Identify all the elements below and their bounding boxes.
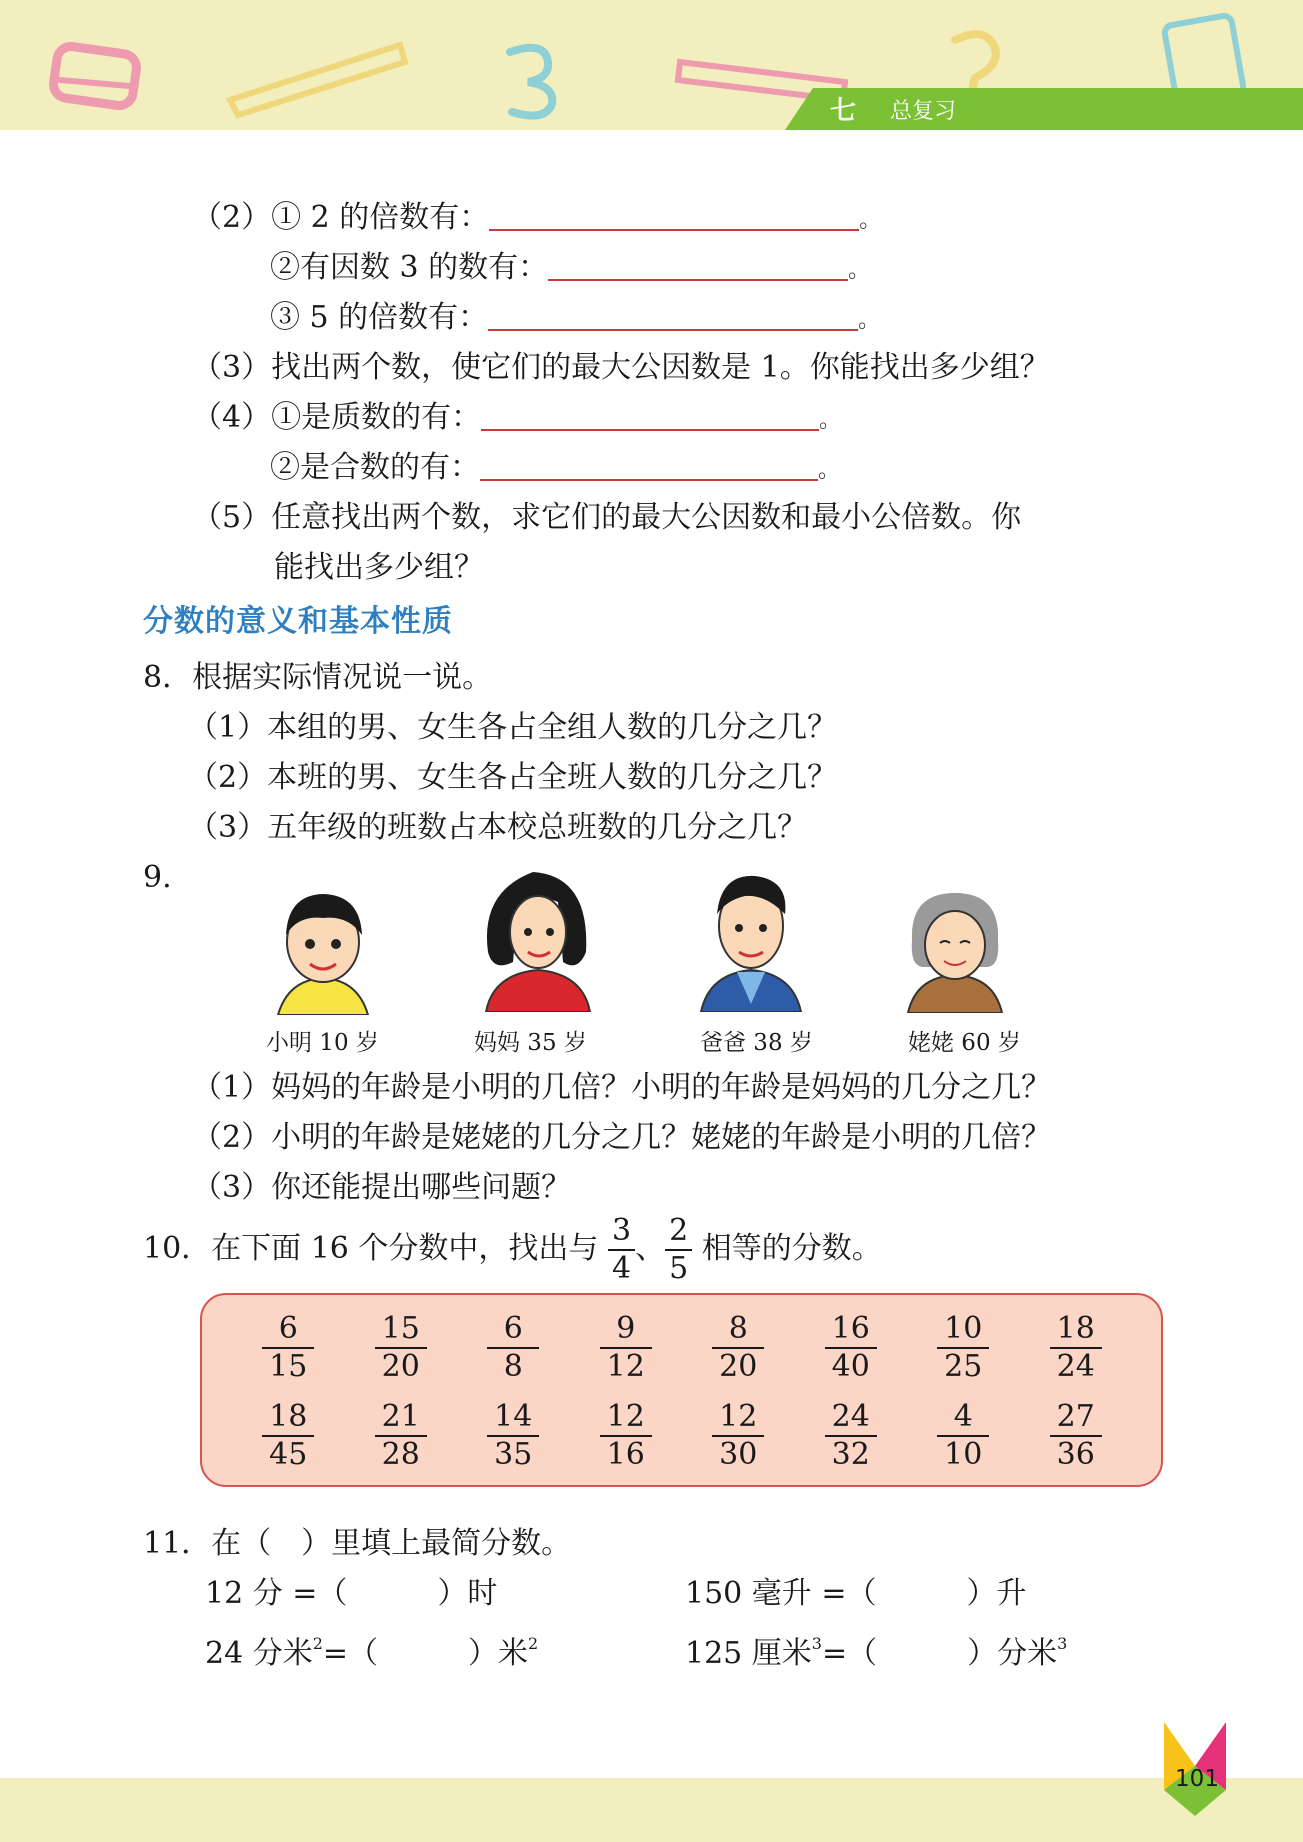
- fraction-denominator: 30: [719, 1437, 758, 1472]
- fraction-numerator: 10: [937, 1313, 989, 1349]
- q11-title: 11．在（ ）里填上最简分数。: [143, 1526, 572, 1561]
- q10-title: 10．在下面 16 个分数中，找出与 $\frac{3}{4}$ 、 $\frac{2}{5}$ 相等的分数。: [143, 1213, 882, 1286]
- grandma-icon: [900, 885, 1010, 1013]
- q11-item-a: 12 分 =（ ）时: [205, 1576, 498, 1611]
- fraction-option[interactable]: [570, 1401, 683, 1471]
- q7-part4-item1: （4）①是质数的有： 。: [192, 400, 842, 435]
- chapter-bar: [785, 88, 1303, 130]
- fraction-denominator: 10: [944, 1437, 983, 1472]
- answer-blank[interactable]: [548, 251, 848, 281]
- person-label: 妈妈 35 岁: [474, 1030, 587, 1056]
- fraction-option[interactable]: [795, 1401, 908, 1471]
- fraction-denominator: 36: [1056, 1437, 1095, 1472]
- fraction: [375, 1313, 427, 1383]
- person-label: 爸爸 38 岁: [700, 1030, 813, 1056]
- q9-part3: （3）你还能提出哪些问题？: [192, 1170, 572, 1205]
- fraction-numerator: 18: [1050, 1313, 1102, 1349]
- q7-part5-line1: （5）任意找出两个数，求它们的最大公因数和最小公倍数。你: [192, 500, 1022, 535]
- q8-part3: （3）五年级的班数占本校总班数的几分之几？: [188, 810, 808, 845]
- chapter-number: 七: [830, 96, 857, 126]
- answer-blank[interactable]: [488, 301, 858, 331]
- fraction: [375, 1401, 427, 1471]
- fraction-denominator: 20: [719, 1349, 758, 1384]
- fraction: [825, 1401, 877, 1471]
- fraction-denominator: 32: [831, 1437, 870, 1472]
- person-label: 姥姥 60 岁: [908, 1030, 1021, 1056]
- q8-title: 8．根据实际情况说一说。: [143, 660, 493, 695]
- fraction-option[interactable]: [232, 1313, 345, 1383]
- fraction-numerator: 12: [600, 1401, 652, 1437]
- q7-part2-item1: （2）① 2 的倍数有： 。: [192, 200, 882, 235]
- fraction: [712, 1401, 764, 1471]
- q7-part2-item3: ③ 5 的倍数有： 。: [270, 300, 881, 335]
- fraction: [487, 1313, 539, 1383]
- fraction-denominator: 8: [503, 1349, 523, 1384]
- q9-number: 9.: [143, 860, 172, 895]
- fraction: [825, 1313, 877, 1383]
- fraction-denominator: 16: [606, 1437, 645, 1472]
- section-title: 分数的意义和基本性质: [143, 604, 453, 639]
- fraction: [937, 1401, 989, 1471]
- q8-part2: （2）本班的男、女生各占全班人数的几分之几？: [188, 760, 838, 795]
- q11-item-c: 24 分米$^2$=（ ）米$^2$: [205, 1634, 539, 1671]
- fraction-option[interactable]: [232, 1401, 345, 1471]
- fraction-box: [200, 1293, 1163, 1487]
- dad-icon: [695, 864, 807, 1012]
- answer-blank[interactable]: [480, 451, 818, 481]
- fraction-numerator: 18: [262, 1401, 314, 1437]
- q9-part2: （2）小明的年龄是姥姥的几分之几？姥姥的年龄是小明的几倍？: [192, 1120, 1052, 1155]
- person-label: 小明 10 岁: [266, 1030, 379, 1056]
- fraction: [712, 1313, 764, 1383]
- fraction-numerator: 8: [712, 1313, 764, 1349]
- fraction-option[interactable]: [907, 1401, 1020, 1471]
- fraction-option[interactable]: [570, 1313, 683, 1383]
- fraction-option[interactable]: [1020, 1401, 1133, 1471]
- fraction-numerator: 4: [937, 1401, 989, 1437]
- answer-blank[interactable]: [481, 401, 819, 431]
- fraction-option[interactable]: [795, 1313, 908, 1383]
- fraction-denominator: 35: [494, 1437, 533, 1472]
- fraction-numerator: 16: [825, 1313, 877, 1349]
- fraction: [600, 1313, 652, 1383]
- fraction-numerator: 9: [600, 1313, 652, 1349]
- q11-item-d: 125 厘米$^3$=（ ）分米$^3$: [685, 1634, 1068, 1671]
- fraction: [487, 1401, 539, 1471]
- fraction-option[interactable]: [457, 1313, 570, 1383]
- fraction-numerator: 6: [262, 1313, 314, 1349]
- fraction-numerator: 21: [375, 1401, 427, 1437]
- fraction: [1050, 1313, 1102, 1383]
- fraction-denominator: 15: [269, 1349, 308, 1384]
- fraction-numerator: 24: [825, 1401, 877, 1437]
- fraction: [600, 1401, 652, 1471]
- mom-icon: [478, 862, 598, 1012]
- fraction: [1050, 1401, 1102, 1471]
- fraction-denominator: 40: [831, 1349, 870, 1384]
- q7-part3: （3）找出两个数，使它们的最大公因数是 1。你能找出多少组？: [192, 350, 1050, 385]
- fraction-denominator: 45: [269, 1437, 308, 1472]
- q8-part1: （1）本组的男、女生各占全组人数的几分之几？: [188, 710, 838, 745]
- fraction: $\frac{3}{4}$: [608, 1215, 635, 1285]
- fraction-option[interactable]: [1020, 1313, 1133, 1383]
- fraction-numerator: 15: [375, 1313, 427, 1349]
- fraction-numerator: 6: [487, 1313, 539, 1349]
- fraction-option[interactable]: [345, 1401, 458, 1471]
- fraction-denominator: 20: [381, 1349, 420, 1384]
- q7-part4-item2: ②是合数的有： 。: [270, 450, 841, 485]
- fraction-numerator: 14: [487, 1401, 539, 1437]
- q11-item-b: 150 毫升 =（ ）升: [685, 1576, 1027, 1611]
- answer-blank[interactable]: [489, 201, 859, 231]
- fraction-option[interactable]: [682, 1313, 795, 1383]
- q7-part2-item2: ②有因数 3 的数有： 。: [270, 250, 871, 285]
- q9-part1: （1）妈妈的年龄是小明的几倍？小明的年龄是妈妈的几分之几？: [192, 1070, 1052, 1105]
- fraction-numerator: 12: [712, 1401, 764, 1437]
- fraction: $\frac{2}{5}$: [665, 1215, 692, 1285]
- q7-part5-line2: 能找出多少组？: [274, 550, 484, 585]
- page-number: 101: [1175, 1766, 1219, 1792]
- fraction: [937, 1313, 989, 1383]
- fraction-denominator: 12: [606, 1349, 645, 1384]
- fraction-denominator: 25: [944, 1349, 983, 1384]
- footer-band: [0, 1778, 1303, 1842]
- fraction-option[interactable]: [682, 1401, 795, 1471]
- fraction-option[interactable]: [907, 1313, 1020, 1383]
- fraction-grid: [232, 1313, 1132, 1471]
- chapter-title: 总复习: [890, 99, 957, 124]
- fraction-numerator: 27: [1050, 1401, 1102, 1437]
- fraction-option[interactable]: [345, 1313, 458, 1383]
- fraction-option[interactable]: [457, 1401, 570, 1471]
- fraction-denominator: 24: [1056, 1349, 1095, 1384]
- fraction-denominator: 28: [381, 1437, 420, 1472]
- fraction: [262, 1313, 314, 1383]
- boy-xiaoming-icon: [268, 880, 378, 1015]
- fraction: [262, 1401, 314, 1471]
